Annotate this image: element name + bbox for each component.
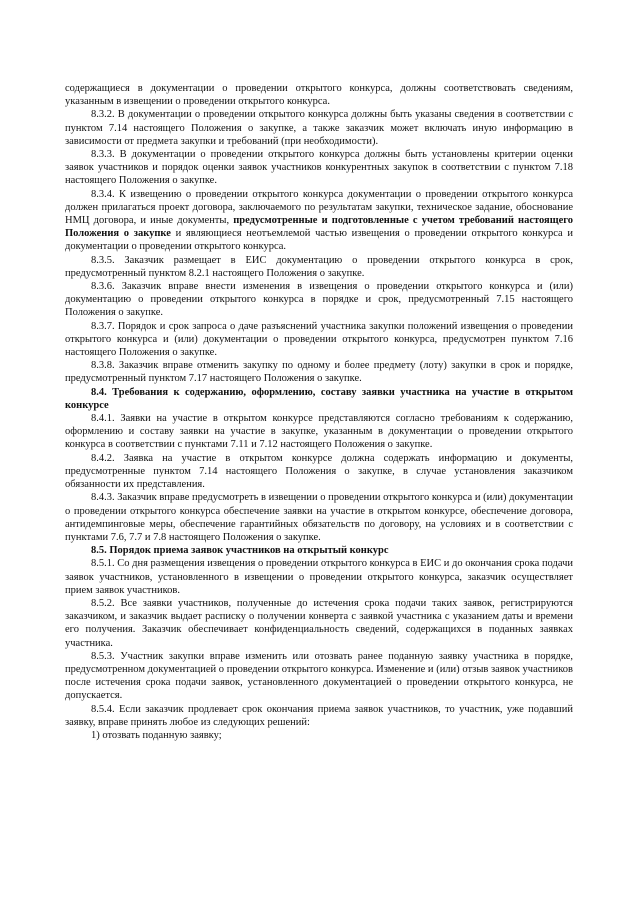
section-heading-8-5: 8.5. Порядок приема заявок участников на открытый конкурс (91, 545, 389, 557)
paragraph-8-3-3: 8.3.3. В документации о проведении открытого конкурса должны быть установлены критерии оценки заявок участников и порядок оценки заявок участников конкурентных закупок в соответствии с пунктом 7.18 настоящего Положения о закупке. (65, 149, 573, 187)
section-heading-8-4: 8.4. Требования к содержанию, оформлению, составу заявки участника на участие в открытом конкурсе (65, 386, 573, 411)
document-page (65, 82, 573, 742)
paragraph-8-3-7: 8.3.7. Порядок и срок запроса о даче разъяснений участника закупки положений извещения о проведении открытого конкурса и (или) документации о проведении открытого конкурса, предусмотрен пунктом 7.16 настоящего Положения о закупке. (65, 320, 573, 359)
paragraph-8-5-4: 8.5.4. Если заказчик продлевает срок окончания приема заявок участников, то участник, уже подавший заявку, вправе принять любое из следующих решений: (65, 703, 573, 728)
paragraph-8-3-4-end: и являющиеся неотъемлемой частью извещения о проведении открытого конкурса и документации о проведении открытого конкурса. (65, 228, 574, 253)
paragraph-8-3-2: 8.3.2. В документации о проведении открытого конкурса должны быть указаны сведения в соответствии с пунктом 7.14 настоящего Положения о закупке, а также заказчик может включать иную информацию в зависимости от предмета закупки и требований (при необходимости). (65, 109, 573, 147)
list-item-8-5-4-1: 1) отозвать поданную заявку; (91, 729, 222, 741)
paragraph-8-5-3: 8.5.3. Участник закупки вправе изменить или отозвать ранее поданную заявку участника в порядке, предусмотренном документацией о проведении открытого конкурса. Изменение и (или) отзыв заявок участников после истечения срока подачи заявок, установленного документацией о проведении открытого конкурса, не допускается. (65, 650, 573, 702)
paragraph-8-3-6: 8.3.6. Заказчик вправе внести изменения в извещения о проведении открытого конкурса и (или) документацию о проведении открытого конкурса в порядке и срок, предусмотренный 7.15 настоящего Положения о закупке. (65, 281, 573, 319)
paragraph-8-5-2: 8.5.2. Все заявки участников, полученные до истечения срока подачи таких заявок, регистрируются заказчиком, и заказчик выдает расписку о получении конверта с заявкой участника с указанием даты и времени его получения. Заказчик обеспечивает конфиденциальность сведений, содержащихся в поданных заявках участника. (65, 597, 573, 649)
paragraph-8-3-8: 8.3.8. Заказчик вправе отменить закупку по одному и более предмету (лоту) закупки в срок и порядке, предусмотренный пунктом 7.17 настоящего Положения о закупке. (65, 360, 573, 385)
paragraph-8-3-4-bold: предусмотренные и подготовленные с учетом требований настоящего Положения о закупке (65, 215, 574, 240)
paragraph-8-3-4-start: 8.3.4. К извещению о проведении открытого конкурса документации о проведении открытого конкурса должен прилагаться проект договора, заключаемого по результатам закупки, техническое задание, обоснование НМЦ договора, и иные документы, (65, 188, 573, 227)
paragraph-8-4-1: 8.4.1. Заявки на участие в открытом конкурсе представляются согласно требованиям к содержанию, оформлению и составу заявки на участие в закупке, указанным в документации о проведении открытого конкурса в соответствии с пунктами 7.11 и 7.12 настоящего Положения о закупке. (65, 413, 573, 451)
paragraph-8-3-4 (65, 188, 573, 254)
paragraph-8-5-1: 8.5.1. Со дня размещения извещения о проведении открытого конкурса в ЕИС и до окончания срока подачи заявок участников, установленного в извещении о проведении открытого конкурса, заказчик осуществляет прием заявок участников. (65, 558, 573, 596)
paragraph-8-4-3: 8.4.3. Заказчик вправе предусмотреть в извещении о проведении открытого конкурса и (или) документации о проведении открытого конкурса обеспечение заявки на участие в открытом конкурсе, обеспечение договора, антидемпинговые меры, обеспечение гарантийных обязательств по договору, на условиях и в соответствии с пунктами 7.6, 7.7 и 7.8 настоящего Положения о закупке. (65, 492, 573, 543)
paragraph-8-3-5: 8.3.5. Заказчик размещает в ЕИС документацию о проведении открытого конкурса в срок, предусмотренный пунктом 8.2.1 настоящего Положения о закупке. (65, 254, 573, 279)
paragraph-8-4-2: 8.4.2. Заявка на участие в открытом конкурсе должна содержать информацию и документы, предусмотренные пунктом 7.14 настоящего Положения о закупке, в случае установления заказчиком обязанности их представления. (65, 452, 573, 491)
paragraph-continuation: содержащиеся в документации о проведении открытого конкурса, должны соответствовать сведениям, указанным в извещении о проведении открытого конкурса. (65, 83, 573, 108)
